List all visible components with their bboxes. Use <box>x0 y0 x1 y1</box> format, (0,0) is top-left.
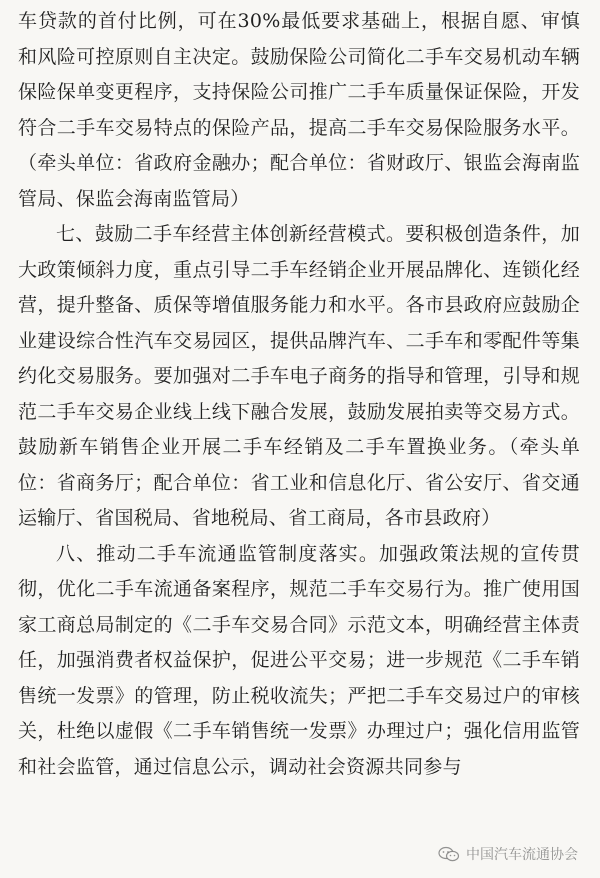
wechat-icon <box>438 846 460 862</box>
paragraph-section-seven: 七、鼓励二手车经营主体创新经营模式。要积极创造条件，加大政策倾斜力度，重点引导二手车经销企业开展品牌化、连锁化经营，提升整备、质保等增值服务能力和水平。各市县政府应鼓励企业建设综合性汽车交易园区，提供品牌汽车、二手车和零配件等集约化交易服务。要加强对二手车电子商务的指导和管理，引导和规范二手车交易企业线上线下融合发展，鼓励发展拍卖等交易方式。鼓励新车销售企业开展二手车经销及二手车置换业务。（牵头单位：省商务厅；配合单位：省工业和信息化厅、省公安厅、省交通运输厅、省国税局、省地税局、省工商局，各市县政府） <box>18 223 580 529</box>
watermark-text: 中国汽车流通协会 <box>466 847 578 863</box>
paragraph-section-eight: 八、推动二手车流通监管制度落实。加强政策法规的宣传贯彻，优化二手车流通备案程序，规范二手车交易行为。推广使用国家工商总局制定的《二手车交易合同》示范文本，明确经营主体责任，加强消费者权益保护，促进公平交易；进一步规范《二手车销售统一发票》的管理，防止税收流失；严把二手车交易过户的审核关，杜绝以虚假《二手车销售统一发票》办理过户；强化信用监管和社会监管，通过信息公示，调动社会资源共同参与 <box>18 542 580 778</box>
watermark <box>438 844 578 864</box>
paragraph-continuation: 车贷款的首付比例，可在30%最低要求基础上，根据自愿、审慎和风险可控原则自主决定。鼓励保险公司简化二手车交易机动车辆保险保单变更程序，支持保险公司推广二手车质量保证保险，开发符合二手车交易特点的保险产品，提高二手车交易保险服务水平。（牵头单位：省政府金融办；配合单位：省财政厅、银监会海南监管局、保监会海南监管局） <box>18 10 580 210</box>
